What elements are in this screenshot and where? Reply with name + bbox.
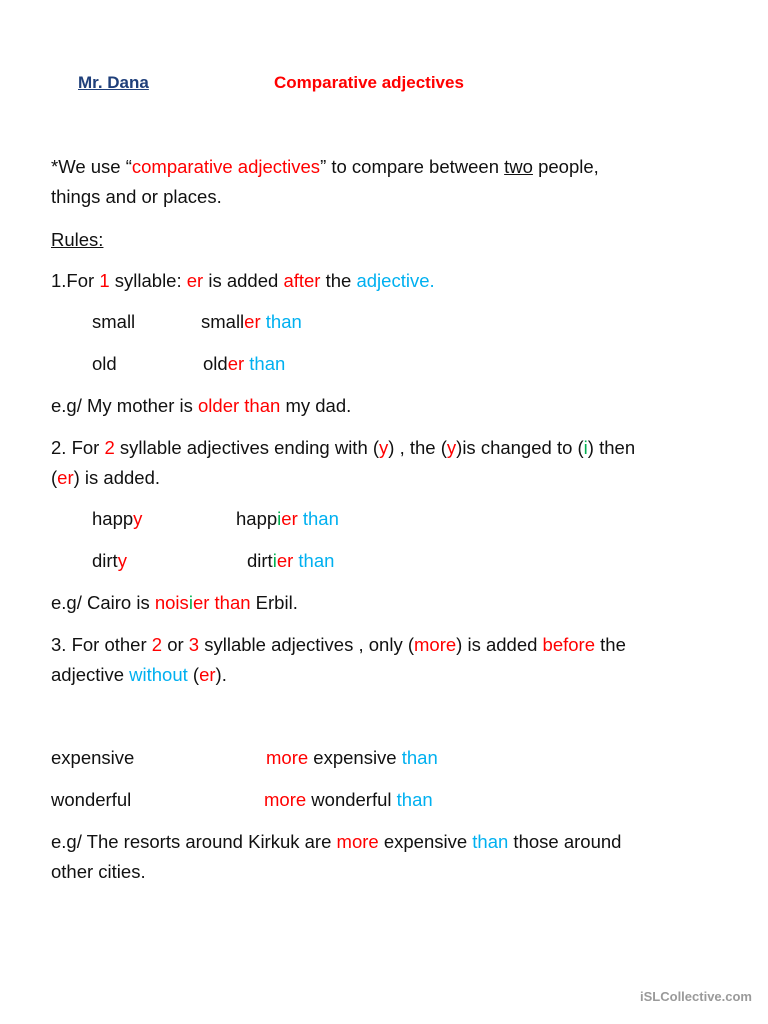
highlight-than: than: [244, 353, 286, 374]
highlight-word: before: [542, 634, 596, 655]
example-base-word: [92, 508, 142, 530]
text-span: e.g/ My mother is: [51, 395, 199, 416]
text-span: dirt: [247, 550, 273, 571]
text-span: syllable:: [109, 270, 187, 291]
highlight-number: 2: [151, 634, 163, 655]
text-span: ) , the (: [388, 437, 447, 458]
example-comparative: [203, 353, 285, 375]
example-comparative: [236, 508, 339, 530]
text-span: )is changed to (: [456, 437, 584, 458]
text-span: 3. For other: [51, 634, 152, 655]
text-span: adjective: [51, 664, 130, 685]
example-comparative: [247, 550, 334, 572]
highlight-word: more: [414, 634, 457, 655]
text-span: Erbil.: [250, 592, 298, 613]
rule-3-example-sentence-1: [51, 831, 621, 853]
text-span: those around: [508, 831, 622, 852]
highlight-than: than: [297, 508, 339, 529]
highlight-phrase: older than: [198, 395, 281, 416]
text-span: happ: [236, 508, 278, 529]
text-span: e.g/ The resorts around Kirkuk are: [51, 831, 337, 852]
highlight-number: 1: [99, 270, 110, 291]
text-span: expensive: [378, 831, 473, 852]
text-span: ).: [215, 664, 227, 685]
highlight-phrase: nois: [154, 592, 189, 613]
rule-3-line-2: [51, 664, 227, 686]
author-name: Mr. Dana: [78, 73, 149, 92]
example-base-word: small: [92, 311, 136, 332]
rule-1-line: [51, 270, 435, 292]
example-base-word: [92, 550, 127, 572]
highlight-letter: y: [446, 437, 457, 458]
text-span: ) then: [587, 437, 636, 458]
text-span: the: [320, 270, 357, 291]
highlight-number: 3: [188, 634, 200, 655]
rule-2-example-sentence: [51, 592, 298, 614]
text-span: (: [187, 664, 200, 685]
example-comparative: [266, 747, 438, 769]
intro-line-2: things and or places.: [51, 186, 222, 207]
highlight-than: than: [401, 747, 438, 768]
text-span: expensive: [308, 747, 402, 768]
example-comparative: [201, 311, 302, 333]
text-span: 1.For: [51, 270, 100, 291]
text-span: ” to compare between: [320, 156, 505, 177]
text-span: ) is added: [456, 634, 543, 655]
page-title: Comparative adjectives: [274, 73, 464, 92]
text-span: (: [51, 467, 58, 488]
highlight-than: than: [396, 789, 433, 810]
highlight-letter: i: [277, 508, 282, 529]
rule-2-line-1: [51, 437, 635, 459]
highlight-phrase: er than: [192, 592, 251, 613]
text-span: wonderful: [306, 789, 397, 810]
highlight-suffix: er: [57, 467, 74, 488]
text-span: syllable adjectives , only (: [199, 634, 414, 655]
highlight-more: more: [336, 831, 379, 852]
rule-2-line-2: [51, 467, 160, 489]
text-span: my dad.: [280, 395, 352, 416]
intro-line-1: [51, 156, 599, 178]
watermark: iSLCollective.com: [640, 989, 752, 1004]
highlight-letter: i: [583, 437, 588, 458]
example-comparative: [264, 789, 433, 811]
text-span: the: [595, 634, 626, 655]
text-span: *We use “: [51, 156, 132, 177]
highlight-number: 2: [104, 437, 115, 458]
underlined-word: two: [504, 156, 533, 177]
text-span: is added: [203, 270, 284, 291]
highlight-than: than: [293, 550, 335, 571]
text-span: or: [162, 634, 189, 655]
highlight-suffix: er: [186, 270, 204, 291]
text-span: syllable adjectives ending with (: [114, 437, 380, 458]
text-span: small: [201, 311, 245, 332]
highlight-letter: y: [133, 508, 143, 529]
highlight-letter: y: [379, 437, 389, 458]
highlight-letter: y: [117, 550, 127, 571]
highlight-suffix: er: [199, 664, 216, 685]
text-span: 2. For: [51, 437, 105, 458]
highlight-suffix: er: [281, 508, 298, 529]
example-base-word: expensive: [51, 747, 135, 768]
highlight-suffix: er: [227, 353, 245, 374]
rule-3-example-sentence-2: other cities.: [51, 861, 146, 882]
text-span: dirt: [92, 550, 118, 571]
highlight-more: more: [266, 747, 309, 768]
highlight-suffix: er: [244, 311, 261, 332]
highlight-than: than: [260, 311, 302, 332]
highlight-letter: i: [188, 592, 193, 613]
highlight-term: comparative adjectives: [131, 156, 321, 177]
highlight-letter: i: [272, 550, 277, 571]
example-base-word: old: [92, 353, 117, 374]
example-base-word: wonderful: [51, 789, 132, 810]
highlight-more: more: [264, 789, 307, 810]
highlight-word: without: [129, 664, 188, 685]
rule-3-line-1: [51, 634, 626, 656]
highlight-word: adjective.: [356, 270, 435, 291]
rules-label: Rules:: [51, 229, 104, 250]
text-span: old: [203, 353, 228, 374]
text-span: people,: [532, 156, 599, 177]
highlight-than: than: [472, 831, 509, 852]
text-span: e.g/ Cairo is: [51, 592, 155, 613]
highlight-suffix: er: [276, 550, 294, 571]
text-span: happ: [92, 508, 134, 529]
text-span: ) is added.: [73, 467, 161, 488]
rule-1-example-sentence: [51, 395, 351, 417]
highlight-word: after: [283, 270, 321, 291]
